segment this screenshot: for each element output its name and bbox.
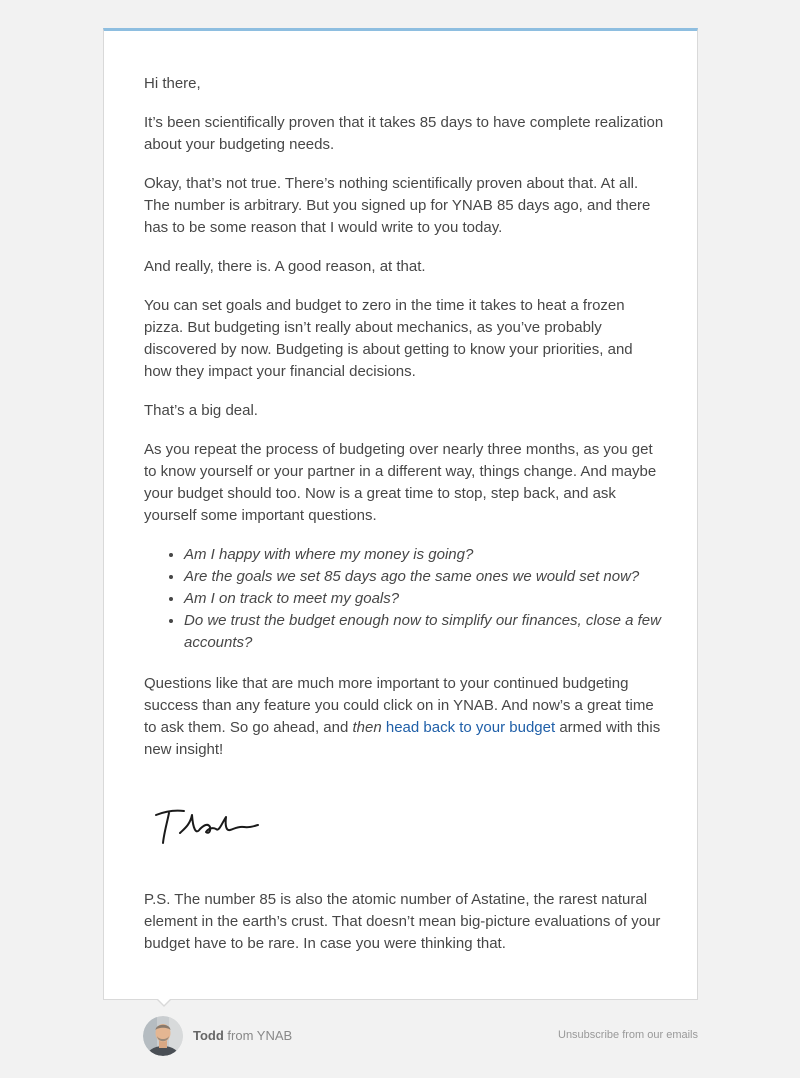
paragraph-1: It’s been scientifically proven that it takes 85 days to have complete realization about your budgeting needs. [144, 114, 664, 153]
paragraph-4: You can set goals and budget to zero in the time it takes to heat a frozen pizza. But budgeting isn’t really about mechanics, as you’ve probably discovered by now. Budgeting is about getting to know your priorities, and how they impact your financial decisions. [144, 297, 633, 380]
postscript: P.S. The number 85 is also the atomic number of Astatine, the rarest natural element in the earth’s crust. That doesn’t mean big-picture evaluations of your budget have to be rare. In case you were thinking that. [144, 891, 661, 952]
sender-suffix: from YNAB [223, 1028, 293, 1043]
sender-label [193, 1028, 292, 1043]
list-item: • Am I happy with where my money is going? [184, 544, 664, 566]
list-item: • Are the goals we set 85 days ago the same ones we would set now? [184, 566, 664, 588]
paragraph-5: That’s a big deal. [144, 402, 258, 419]
closing-text-after: armed with this new insight! [144, 719, 661, 758]
paragraph-3: And really, there is. A good reason, at that. [144, 258, 426, 275]
paragraph-2: Okay, that’s not true. There’s nothing scientifically proven about that. At all. The number is arbitrary. But you signed up for YNAB 85 days ago, and there has to be some reason that I would write to you today. [144, 175, 651, 236]
list-item: • Do we trust the budget enough now to simplify our finances, close a few accounts? [184, 610, 664, 654]
avatar [143, 1016, 183, 1056]
email-card [103, 28, 698, 1000]
signature-image [152, 799, 664, 853]
closing-text-before: Questions like that are much more important to your continued budgeting success than any feature you could click on in YNAB. And now’s a great time to ask them. So go ahead, and [144, 675, 654, 736]
unsubscribe-link[interactable]: Unsubscribe from our emails [558, 1029, 698, 1041]
closing-emphasis: then [352, 719, 382, 736]
card-pointer-fill [157, 998, 171, 1005]
greeting: Hi there, [144, 75, 201, 92]
budget-link[interactable]: head back to your budget [385, 719, 556, 736]
questions-list [184, 544, 664, 654]
sender-name: Todd [193, 1028, 224, 1043]
paragraph-6: As you repeat the process of budgeting over nearly three months, as you get to know yourself or your partner in a different way, things change. And maybe your budget should too. Now is a great time to stop, step back, and ask yourself some important questions. [144, 441, 657, 524]
email-footer [143, 1016, 698, 1058]
email-body [144, 73, 664, 972]
list-item: • Am I on track to meet my goals? [184, 588, 664, 610]
closing-paragraph [144, 673, 664, 761]
